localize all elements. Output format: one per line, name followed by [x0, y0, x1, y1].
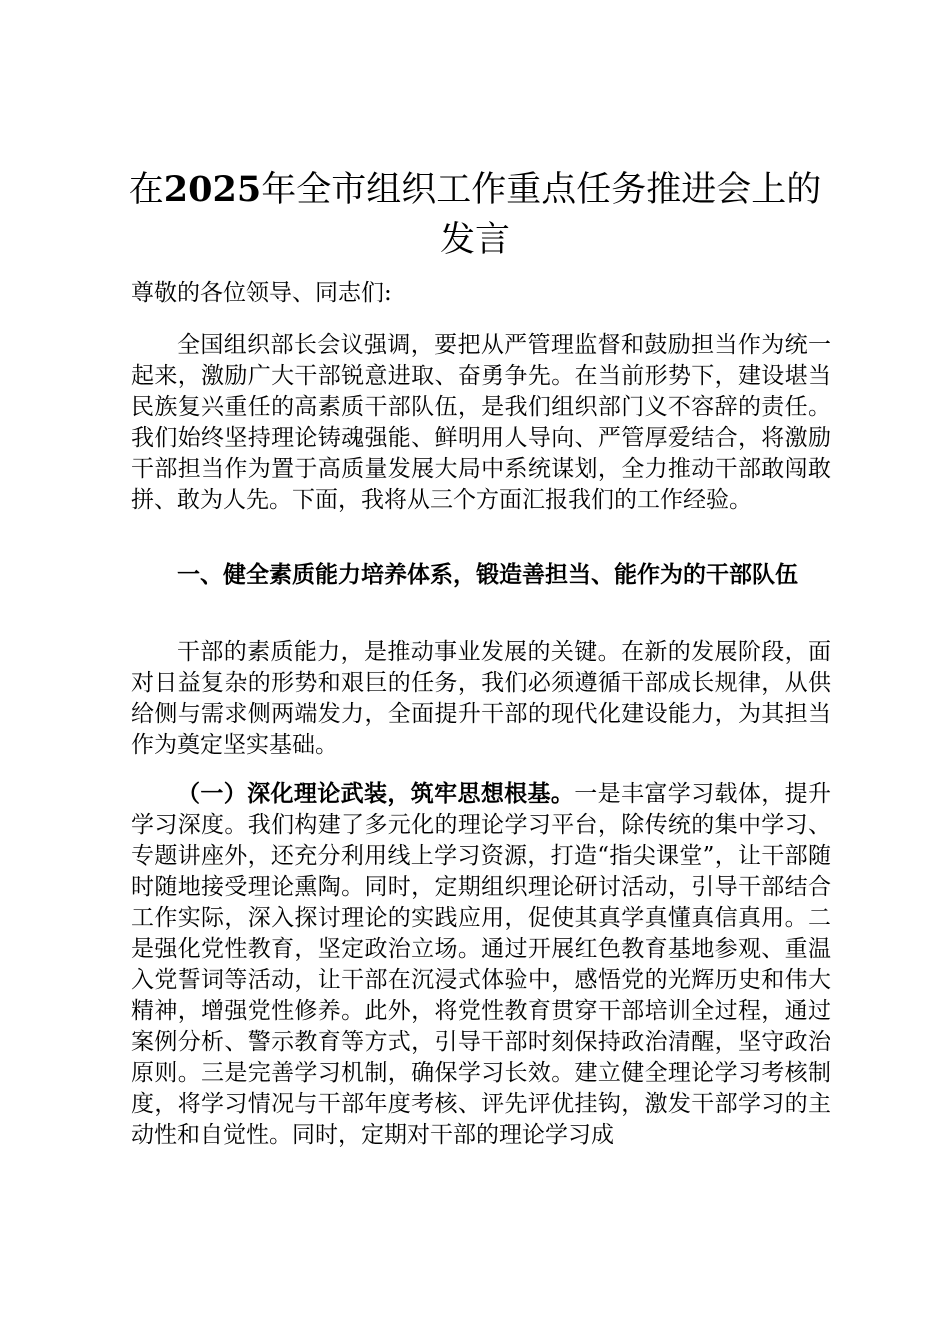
title-prefix: 在 — [128, 170, 164, 210]
salutation: 尊敬的各位领导、同志们: — [131, 280, 392, 306]
title-rest: 年全市组织工作重点任务推进会上的发言 — [261, 170, 822, 260]
paragraph-section-1: 干部的素质能力，是推动事业发展的关键。在新的发展阶段，面对日益复杂的形势和艰巨的任务，我们必须遵循干部成长规律，从供给侧与需求侧两端发力，全面提升干部的现代化建设能力，为其担当作为奠定坚实基础。 — [131, 639, 831, 758]
subheading-1: （一）深化理论武装，筑牢思想根基。 — [177, 780, 575, 807]
subsection-1-body: 一是丰富学习载体，提升学习深度。我们构建了多元化的理论学习平台，除传统的集中学习、专题讲座外，还充分利用线上学习资源，打造“指尖课堂”，让干部随时随地接受理论熏陶。同时，定期组织理论研讨活动，引导干部结合工作实际，深入探讨理论的实践应用，促使其真学真懂真信真用。二是强化党性教育，坚定政治立场。通过开展红色教育基地参观、重温入党誓词等活动，让干部在沉浸式体验中，感悟党的光辉历史和伟大精神，增强党性修养。此外，将党性教育贯穿干部培训全过程，通过案例分析、警示教育等方式，引导干部时刻保持政治清醒，坚守政治原则。三是完善学习机制，确保学习长效。建立健全理论学习考核制度，将学习情况与干部年度考核、评先评优挂钩，激发干部学习的主动性和自觉性。同时，定期对干部的理论学习成 — [131, 781, 832, 1148]
document-title — [120, 165, 830, 265]
title-year: 2025 — [163, 169, 262, 210]
paragraph-intro: 全国组织部长会议强调，要把从严管理监督和鼓励担当作为统一起来，激励广大干部锐意进取、奋勇争先。在当前形势下，建设堪当民族复兴重任的高素质干部队伍，是我们组织部门义不容辞的责任。我们始终坚持理论铸魂强能、鲜明用人导向、严管厚爱结合，将激励干部担当作为置于高质量发展大局中系统谋划，全力推动干部敢闯敢拼、敢为人先。下面，我将从三个方面汇报我们的工作经验。 — [131, 332, 831, 513]
section-heading-1: 一、健全素质能力培养体系，锻造善担当、能作为的干部队伍 — [177, 562, 798, 588]
paragraph-subsection-1 — [131, 778, 831, 1151]
